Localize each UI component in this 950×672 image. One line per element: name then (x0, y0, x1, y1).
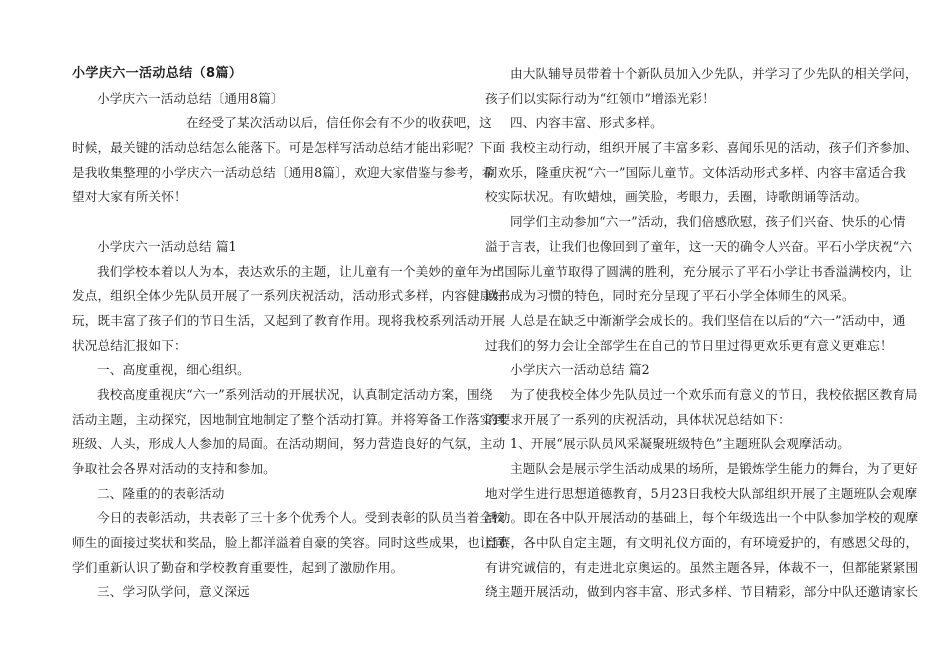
text-line: 三、学习队学问，意义深远 (97, 584, 250, 600)
text-line: 望对大家有所关怀！ (72, 189, 187, 205)
text-line: 学们重新认识了勤奋和学校教育重要性，起到了激励作用。 (72, 559, 404, 575)
text-line: 小学庆六一活动总结 篇1 (97, 238, 237, 254)
blank-line (72, 210, 454, 235)
text-line: 同学们主动参加“六一”活动，我们倍感欣慰，孩子们兴奋、快乐的心情 (510, 214, 906, 230)
text-line: 争取社会各界对活动的支持和参加。 (72, 461, 276, 476)
text-line: 四、内容丰富、形式多样。 (510, 115, 663, 131)
text-line: 是我收集整理的小学庆六一活动总结〔通用8篇〕，欢迎大家借鉴与参考，希 (72, 164, 495, 180)
left-column (72, 62, 506, 605)
text-line: 二、隆重的的表彰活动 (97, 485, 225, 501)
text-line: 发点，组织全体少先队员开展了一系列庆祝活动，活动形式多样，内容健康好 (72, 288, 506, 304)
text-line: 的要求开展了一系列的庆祝活动，具体状况总结如下： (485, 411, 791, 427)
text-line: 同欢乐，隆重庆祝“六一”国际儿童节。文体活动形式多样、内容丰富适合我 (485, 164, 906, 180)
text-line: 读书成为习惯的特色，同时充分呈现了平石小学全体师生的风采。 (485, 288, 855, 304)
text-line: 孩子们以实际行动为“红领巾”增添光彩！ (485, 90, 715, 106)
document-title: 小学庆六一活动总结（8篇） (72, 66, 243, 81)
text-line: 溢于言表，让我们也像回到了童年，这一天的确令人兴奋。平石小学庆祝“六 (485, 238, 913, 254)
text-line: 我校高度重视庆“六一”系列活动的开展状况，认真制定活动方案，围绕 (97, 386, 493, 402)
text-line: 今日的表彰活动，共表彰了三十多个优秀个人。受到表彰的队员当着全校 (97, 510, 505, 526)
text-line: 1、开展“展示队员风采凝聚班级特色”主题班队会观摩活动。 (510, 436, 850, 452)
text-line: 校实际状况。有吹蜡烛，画笑脸，考眼力，丢圈，诗歌朗诵等活动。 (485, 189, 868, 205)
text-line: 班级、人头，形成人人参加的局面。在活动期间，努力营造良好的气氛，主动 (72, 436, 506, 452)
text-line: 在经受了某次活动以后，信任你会有不少的收获吧，这 (186, 115, 492, 131)
text-line: 为了使我校全体少先队员过一个欢乐而有意义的节日，我校依据区教育局 (510, 386, 918, 402)
text-line: 绕主题开展活动，做到内容丰富、形式多样、节目精彩，部分中队还邀请家长 (485, 584, 919, 600)
text-line: 一”国际儿童节取得了圆满的胜利，充分展示了平石小学让书香溢满校内，让 (485, 263, 913, 279)
text-line: 我们学校本着以人为本，表达欢乐的主题，让儿童有一个美妙的童年为出 (97, 263, 505, 279)
text-line: 我校主动行动，组织开展了丰富多彩、喜闻乐见的活动，孩子们齐参加、 (510, 140, 918, 156)
text-line: 地对学生进行思想道德教育，5月23日我校大队部组织开展了主题班队会观摩 (485, 485, 918, 501)
text-line: 人总是在缺乏中渐渐学会成长的。我们坚信在以后的“六一”活动中，通 (510, 312, 906, 328)
text-line: 主题队会是展示学生活动成果的场所，是锻炼学生能力的舞台，为了更好 (510, 461, 918, 476)
text-line: 状况总结汇报如下： (72, 337, 187, 353)
right-column (485, 62, 919, 605)
text-line: 玩，既丰富了孩子们的节日生活，又起到了教育作用。现将我校系列活动开展 (72, 312, 506, 328)
text-line: 过我们的努力会让全部学生在自己的节日里过得更欢乐更有意义更难忘！ (485, 337, 893, 353)
text-line: 竞赛，各中队自定主题，有文明礼仪方面的，有环境爱护的，有感恩父母的， (485, 535, 919, 551)
text-line: 由大队辅导员带着十个新队员加入少先队，并学习了少先队的相关学问， (510, 66, 918, 81)
text-line: 师生的面接过奖状和奖品，脸上都洋溢着自豪的笑容。同时这些成果，也让同 (72, 535, 506, 551)
text-line: 活动。即在各中队开展活动的基础上，每个年级选出一个中队参加学校的观摩 (485, 510, 919, 526)
text-line: 小学庆六一活动总结 篇2 (510, 362, 650, 378)
text-line: 有讲究诚信的，有走进北京奥运的。虽然主题各异，体裁不一，但都能紧紧围 (485, 559, 919, 575)
text-line: 时候，最关键的活动总结怎么能落下。可是怎样写活动总结才能出彩呢？下面 (72, 140, 506, 156)
text-line: 一、高度重视，细心组织。 (97, 362, 250, 378)
text-line: 活动主题，主动探究，因地制宜地制定了整个活动打算。并将筹备工作落实到 (72, 411, 506, 427)
text-line: 小学庆六一活动总结〔通用8篇〕 (97, 90, 284, 106)
